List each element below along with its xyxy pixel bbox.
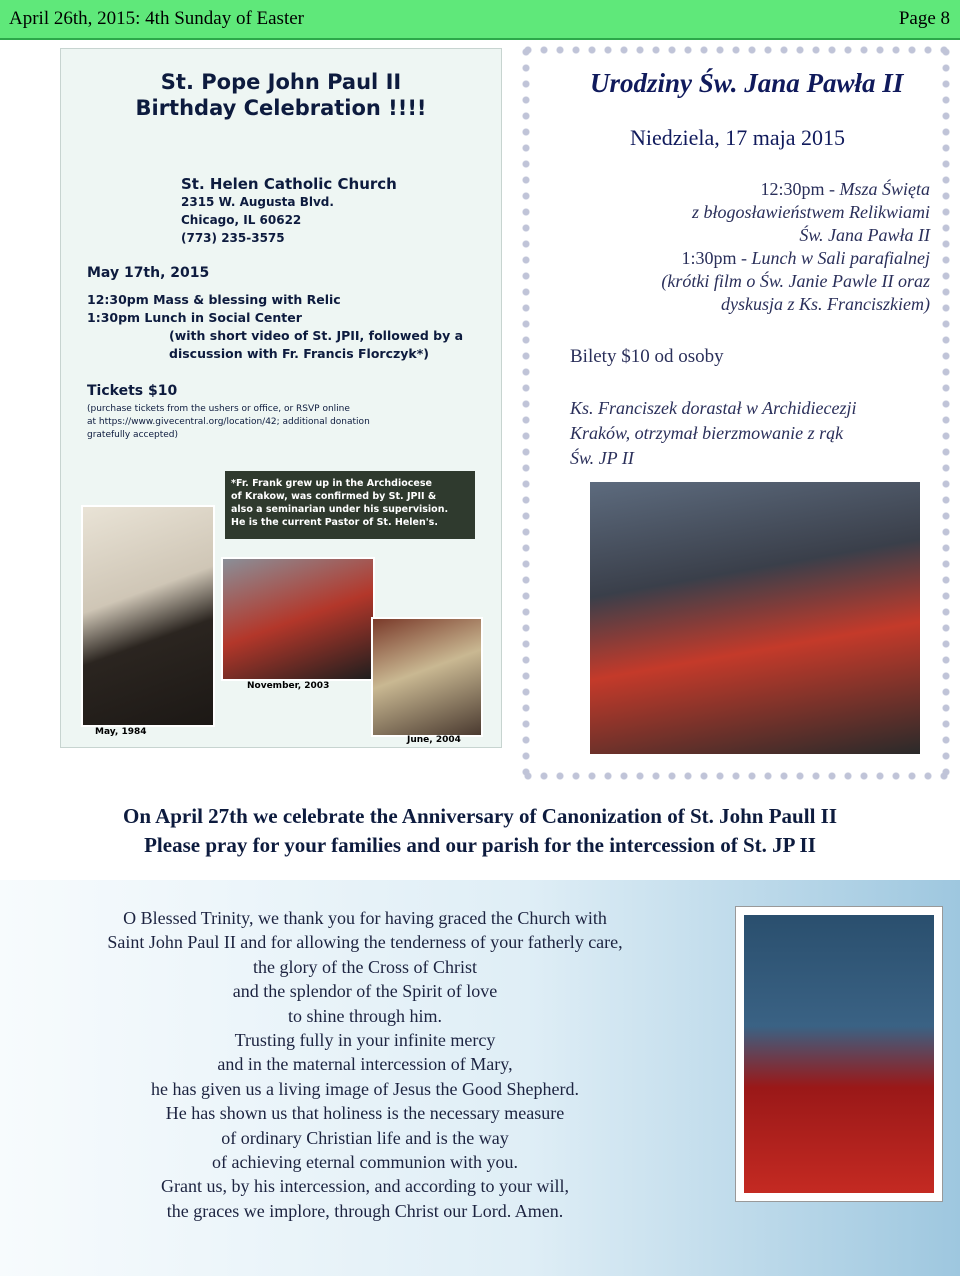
prayer-line: O Blessed Trinity, we thank you for having graced the Church with [123, 908, 607, 928]
photo-2003 [221, 557, 375, 681]
flyer-schedule-line: discussion with Fr. Francis Florczyk*) [169, 346, 429, 361]
polish-lunch-time: 1:30pm [681, 248, 737, 268]
pope-portrait-image [744, 915, 934, 1193]
flyer-date: May 17th, 2015 [87, 265, 210, 281]
flyer-note-line: *Fr. Frank grew up in the Archdiocese [231, 478, 432, 489]
flyer-tickets-note-line: at https://www.givecentral.org/location/42; additional donation [87, 417, 370, 427]
prayer-line: and the splendor of the Spirit of love [232, 981, 498, 1002]
caption-nov-2003: November, 2003 [247, 681, 330, 691]
flyer-note [231, 477, 471, 529]
polish-schedule-line-3 [540, 224, 930, 247]
flyer-title-line2: Birthday Celebration !!!! [135, 96, 427, 120]
issue-date: April 26th, 2015: 4th Sunday of Easter [9, 8, 304, 29]
polish-bio-line: Św. JP II [570, 448, 634, 468]
polish-lunch-label: - Lunch w Sali parafialnej [736, 248, 930, 268]
pope-portrait [735, 906, 943, 1202]
polish-bio-line: Ks. Franciszek dorastał w Archidiecezji [570, 398, 857, 418]
diamond-border-bottom [520, 770, 952, 782]
polish-schedule-text: (krótki film o Św. Janie Pawle II oraz [661, 271, 930, 291]
polish-schedule-line-1 [540, 178, 930, 201]
flyer-schedule-line: 12:30pm Mass & blessing with Relic [87, 292, 341, 307]
caption-may-1984: May, 1984 [95, 727, 147, 737]
prayer-text [40, 906, 690, 1223]
polish-tickets: Bilety $10 od osoby [570, 346, 724, 367]
polish-bio [570, 396, 910, 471]
flyer-church: St. Helen Catholic Church [181, 175, 397, 193]
prayer-line: Saint John Paul II and for allowing the tenderness of your fatherly care, [107, 932, 623, 953]
prayer-line: the graces we implore, through Christ our Lord. Amen. [166, 1200, 564, 1221]
flyer-schedule-line: 1:30pm Lunch in Social Center [87, 310, 302, 325]
flyer-note-line: also a seminarian under his supervision. [231, 504, 449, 515]
polish-bio-line: Kraków, otrzymał bierzmowanie z rąk [570, 423, 844, 443]
canonization-notice [0, 802, 960, 860]
polish-mass-label: - Msza Święta [824, 179, 930, 199]
flyer-tickets-note [87, 403, 467, 442]
flyer-note-line: He is the current Pastor of St. Helen's. [231, 517, 438, 528]
prayer-line: and in the maternal intercession of Mary, [217, 1054, 513, 1075]
flyer-content [81, 57, 481, 745]
polish-schedule-line-6 [540, 293, 930, 316]
page-header [0, 0, 960, 40]
prayer-line: of ordinary Christian life and is the way [221, 1127, 509, 1148]
polish-schedule-text: z błogosławieństwem Relikwiami [692, 202, 930, 222]
flyer-title [101, 69, 461, 121]
prayer-line: he has given us a living image of Jesus the Good Shepherd. [151, 1078, 579, 1099]
diamond-border-top [520, 44, 952, 56]
prayer-line: Trusting fully in your infinite mercy [234, 1030, 496, 1051]
flyer-schedule-line: (with short video of St. JPII, followed by a [169, 328, 464, 343]
diamond-border-right [940, 44, 952, 782]
page-number: Page 8 [898, 8, 950, 29]
canonization-line1: On April 27th we celebrate the Anniversary of Canonization of St. John Paull II [122, 804, 837, 828]
polish-date: Niedziela, 17 maja 2015 [630, 125, 846, 150]
flyer-address-line: Chicago, IL 60622 [181, 213, 302, 227]
caption-june-2004: June, 2004 [407, 735, 461, 745]
canonization-line2: Please pray for your families and our parish for the intercession of St. JP II [144, 833, 816, 857]
polish-schedule-line-2 [540, 201, 930, 224]
diamond-border-left [520, 44, 532, 782]
polish-title: Urodziny Św. Jana Pawła II [590, 68, 904, 98]
flyer-schedule [87, 291, 477, 363]
flyer-address [181, 193, 334, 247]
flyer-tickets-note-line: gratefully accepted) [87, 430, 179, 440]
polish-schedule-text: Św. Jana Pawła II [799, 225, 930, 245]
polish-schedule-line-4 [540, 247, 930, 270]
flyer-address-line: 2315 W. Augusta Blvd. [181, 195, 334, 209]
flyer-tickets: Tickets $10 [87, 383, 178, 399]
polish-mass-time: 12:30pm [760, 179, 825, 199]
photo-2004 [371, 617, 483, 737]
prayer-line: to shine through him. [288, 1005, 442, 1026]
polish-schedule-line-5 [540, 270, 930, 293]
flyer-title-line1: St. Pope John Paul II [160, 70, 402, 94]
prayer-line: of achieving eternal communion with you. [212, 1152, 518, 1173]
photo-1984 [81, 505, 215, 727]
prayer-line: the glory of the Cross of Christ [253, 956, 477, 977]
flyer-address-line: (773) 235-3575 [181, 231, 285, 245]
flyer-tickets-note-line: (purchase tickets from the ushers or office, or RSVP online [87, 404, 350, 414]
prayer-line: Grant us, by his intercession, and according to your will, [161, 1176, 569, 1197]
polish-schedule [540, 178, 930, 316]
flyer-note-line: of Krakow, was confirmed by St. JPII & [231, 491, 437, 502]
polish-schedule-text: dyskusja z Ks. Franciszkiem) [721, 294, 930, 314]
event-flyer [60, 48, 502, 748]
pope-priest-photo [590, 482, 920, 754]
prayer-line: He has shown us that holiness is the necessary measure [165, 1103, 565, 1124]
